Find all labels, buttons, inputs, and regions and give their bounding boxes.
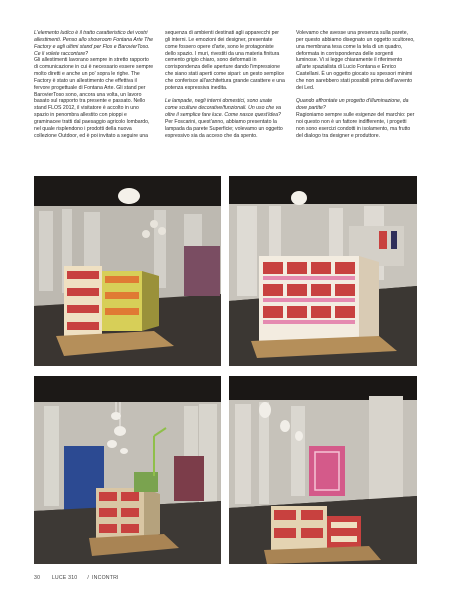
exhibition-photo-3 <box>34 376 221 564</box>
exhibition-photo-2 <box>229 176 417 366</box>
exhibition-photo-4 <box>229 376 417 564</box>
page-number: 30 <box>34 575 41 581</box>
interview-question: L'elemento ludico è il tratto caratteristico dei vostri allestimenti. Penso allo showroom Fontana Arte The Factory e agli ultimi stand per Flos e BarovierToso. Ce li volete raccontare? <box>34 30 153 57</box>
exhibition-photo-1 <box>34 176 221 366</box>
photo-illustration <box>34 376 221 564</box>
photo-illustration <box>229 176 417 366</box>
magazine-issue: LUCE 310 <box>51 575 78 581</box>
text-column-2 <box>165 30 285 140</box>
text-column-3 <box>296 30 416 140</box>
interview-answer: Volevamo che avesse una presenza sulla parete, per questo abbiamo disegnato un oggetto scultoreo, una membrana tesa come la tela di un quadro, deformata in corrispondenza delle sorgenti luminose. Vi si legge chiaramente il riferimento all'arte spazialista di Lucio Fontana e Enrico Castellani. È un oggetto giocato su spessori minimi che non sarebbero stati possibili prima dell'avvento dei Led. <box>296 30 415 91</box>
interview-answer: Per Foscarini, quest'anno, abbiamo presentato la lampada da parete Superficie; volevamo un oggetto espressivo sia da acceso che da spento. <box>165 118 283 139</box>
interview-question: Le lampade, negli interni domestici, sono usate come sculture decorative/funzionali. Un uso che va oltre il semplice fare luce. Come nasce quest'idea? <box>165 98 282 119</box>
photo-illustration <box>229 376 417 564</box>
interview-answer: Gli allestimenti lavorano sempre in stretto rapporto di comunicazione in cui è necessario essere sempre molto diretti e anche un po' sopra le righe. The Factory è stato un allestimento che effettiva il fervore progettuale di Fontana Arte. Gli stand per BarovierToso sono, ancora una volta, un lavoro basato sul rapporto tra presente e passato. Nello stand FLOS 2012, il visitatore è accolto in uno spazio in penombra allestito con pioppi e graminacee tratti dal paesaggio agricolo lombardo, nel quale risplendono i prodotti della nuova collezione Outdoor, ed è poi invitato a seguire una <box>34 57 154 139</box>
interview-question: Quando affrontate un progetto d'illuminazione, da dove partite? <box>296 98 409 112</box>
footer-separator: / <box>87 575 90 581</box>
article-body <box>34 30 417 168</box>
page-footer <box>34 575 129 581</box>
text-column-1 <box>34 30 154 140</box>
interview-answer: sequenza di ambienti destinati agli apparecchi per gli interni. Le emozioni dei designer, presentate come fossero opere d'arte, sono le protagoniste dello spazio. I muri, rivestiti da una materia finitura cemento grigio chiaro, sono deformati in corrispondenza delle aperture dando l'impressione che siano stati aperti come sipari: un gesto semplice che conferisce all'architettura grande carattere e una potenza espressiva inedita. <box>165 30 285 91</box>
interview-answer: Ragioniamo sempre sulle esigenze del marchio: per noi questo non è un fattore indifferente, i progetti non sono esercizi condotti in isolamento, ma frutto del dialogo tra designer e produttore. <box>296 112 415 139</box>
section-name: INCONTRI <box>92 575 119 581</box>
photo-illustration <box>34 176 221 366</box>
